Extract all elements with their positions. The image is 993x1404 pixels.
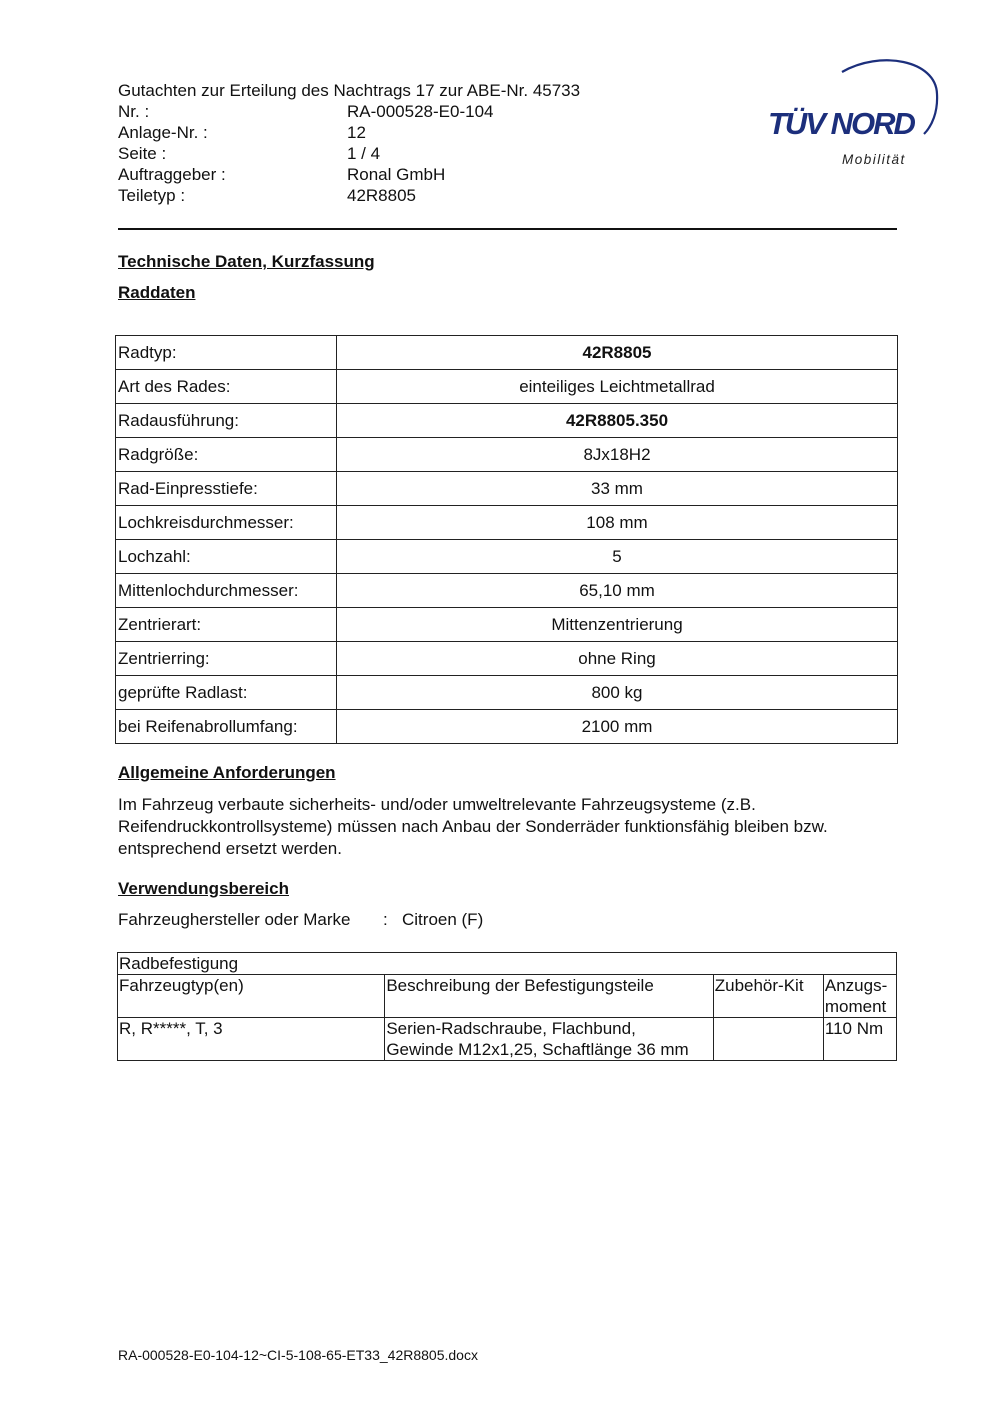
raddaten-value: 42R8805	[337, 336, 898, 370]
raddaten-value: 2100 mm	[337, 710, 898, 744]
table-row	[118, 1018, 897, 1061]
table-row	[116, 710, 898, 744]
raddaten-value: einteiliges Leichtmetallrad	[337, 370, 898, 404]
allgemeine-anforderungen-text: Im Fahrzeug verbaute sicherheits- und/oder umweltrelevante Fahrzeugsysteme (z.B. Reifendruckkontrollsysteme) müssen nach Anbau der Sonderräder funktionsfähig bleiben bzw. entsprechend ersetzt werden.	[118, 795, 828, 858]
table-row	[116, 370, 898, 404]
raddaten-value: Mittenzentrierung	[337, 608, 898, 642]
table-row	[116, 608, 898, 642]
section-title-raddaten: Raddaten	[118, 283, 196, 302]
fahrzeughersteller-label: Fahrzeughersteller oder Marke	[118, 910, 351, 929]
raddaten-value: 33 mm	[337, 472, 898, 506]
raddaten-value: 800 kg	[337, 676, 898, 710]
raddaten-label: Zentrierart:	[116, 608, 337, 642]
radbefestigung-header-row	[118, 975, 897, 1018]
fahrzeughersteller-row	[118, 910, 484, 930]
raddaten-label: bei Reifenabrollumfang:	[116, 710, 337, 744]
fahrzeughersteller-separator: :	[383, 910, 388, 929]
header-fields	[118, 101, 647, 206]
raddaten-label: Radausführung:	[116, 404, 337, 438]
table-row	[116, 506, 898, 540]
field-label-nr: Nr. :	[118, 102, 150, 121]
field-label-seite: Seite :	[118, 144, 167, 163]
raddaten-value: 42R8805.350	[337, 404, 898, 438]
column-header-anzugsmoment: Anzugs- moment	[823, 975, 896, 1018]
field-label-anlage: Anlage-Nr. :	[118, 123, 208, 142]
cell-beschreibung: Serien-Radschraube, Flachbund, Gewinde M12x1,25, Schaftlänge 36 mm	[385, 1018, 713, 1061]
radbefestigung-table	[117, 952, 897, 1061]
table-row	[116, 642, 898, 676]
raddaten-value: ohne Ring	[337, 642, 898, 676]
field-value-auftraggeber: Ronal GmbH	[347, 165, 446, 184]
section-title-technische-daten: Technische Daten, Kurzfassung	[118, 252, 375, 271]
raddaten-label: geprüfte Radlast:	[116, 676, 337, 710]
raddaten-value: 65,10 mm	[337, 574, 898, 608]
column-header-fahrzeugtyp: Fahrzeugtyp(en)	[118, 975, 385, 1018]
field-value-teiletyp: 42R8805	[347, 186, 417, 205]
fahrzeughersteller-value: Citroen (F)	[402, 910, 484, 929]
raddaten-value: 5	[337, 540, 898, 574]
cell-fahrzeugtyp: R, R*****, T, 3	[118, 1018, 385, 1061]
table-row	[116, 404, 898, 438]
raddaten-label: Rad-Einpresstiefe:	[116, 472, 337, 506]
column-header-beschreibung: Beschreibung der Befestigungsteile	[385, 975, 713, 1018]
field-label-teiletyp: Teiletyp :	[118, 186, 186, 205]
raddaten-label: Radtyp:	[116, 336, 337, 370]
raddaten-label: Radgröße:	[116, 438, 337, 472]
table-row	[116, 336, 898, 370]
table-row	[116, 540, 898, 574]
table-row	[116, 574, 898, 608]
tuv-nord-logo	[760, 56, 942, 172]
raddaten-value: 8Jx18H2	[337, 438, 898, 472]
radbefestigung-title: Radbefestigung	[118, 953, 897, 975]
logo-subtitle: Mobilität	[842, 152, 906, 167]
field-value-seite: 1 / 4	[347, 144, 381, 163]
raddaten-table	[115, 335, 898, 744]
table-row	[116, 472, 898, 506]
field-label-auftraggeber: Auftraggeber :	[118, 165, 226, 184]
raddaten-label: Lochkreisdurchmesser:	[116, 506, 337, 540]
header-divider	[118, 228, 897, 230]
table-row	[116, 676, 898, 710]
raddaten-label: Zentrierring:	[116, 642, 337, 676]
table-row	[116, 438, 898, 472]
footer-filename: RA-000528-E0-104-12~CI-5-108-65-ET33_42R8805.docx	[118, 1347, 478, 1363]
field-value-anlage: 12	[347, 123, 366, 142]
field-value-nr: RA-000528-E0-104	[347, 102, 494, 121]
raddaten-label: Lochzahl:	[116, 540, 337, 574]
radbefestigung-title-row	[118, 953, 897, 975]
cell-zubehoer-kit	[713, 1018, 823, 1061]
logo-wordmark: TÜV NORD	[768, 106, 914, 141]
cell-anzugsmoment: 110 Nm	[823, 1018, 896, 1061]
raddaten-label: Mittenlochdurchmesser:	[116, 574, 337, 608]
column-header-zubehoer-kit: Zubehör-Kit	[713, 975, 823, 1018]
raddaten-value: 108 mm	[337, 506, 898, 540]
section-title-verwendungsbereich: Verwendungsbereich	[118, 879, 289, 898]
document-title: Gutachten zur Erteilung des Nachtrags 17 zur ABE-Nr. 45733	[118, 81, 581, 100]
section-title-allgemeine-anforderungen: Allgemeine Anforderungen	[118, 763, 336, 782]
raddaten-label: Art des Rades:	[116, 370, 337, 404]
